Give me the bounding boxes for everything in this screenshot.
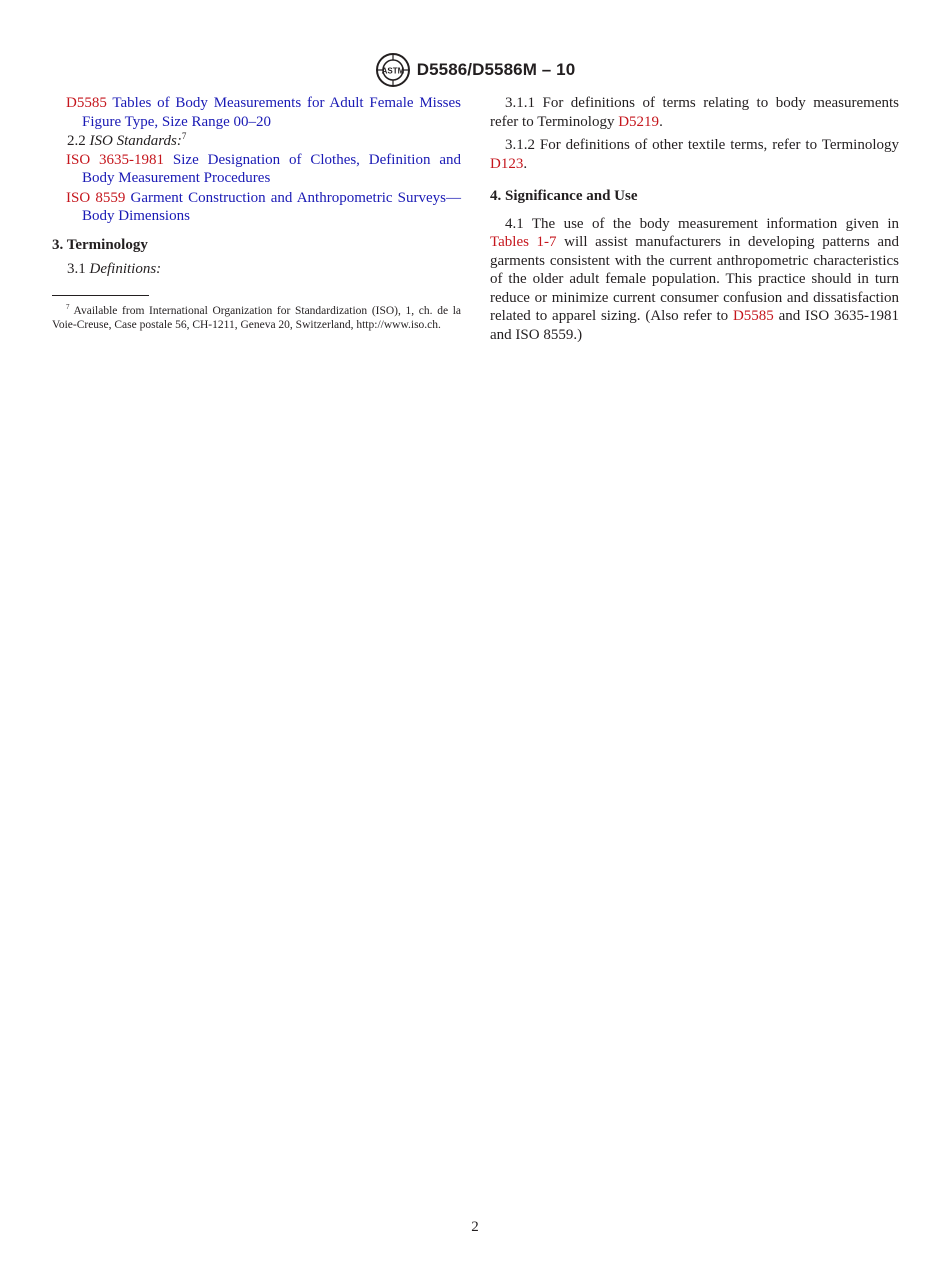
section-number: 2.2 xyxy=(67,133,86,149)
link-d5585[interactable]: D5585 xyxy=(732,308,774,324)
document-designation: D5586/D5586M – 10 xyxy=(416,60,576,79)
logo-lettering: ASTM xyxy=(381,66,405,76)
iso-standards-heading xyxy=(52,132,461,151)
paragraph-4-1 xyxy=(490,215,899,345)
section-number: 3.1 xyxy=(67,261,86,277)
reference-title[interactable]: Tables of Body Measurements for Adult Female Misses Figure Type, Size Range 00–20 xyxy=(82,95,461,130)
reference-title[interactable]: Garment Construction and Anthropometric Surveys—Body Dimensions xyxy=(82,189,462,224)
paragraph-text: and ISO 3635-1981 and ISO 8559.) xyxy=(490,308,899,343)
link-tables-1-7[interactable]: Tables 1-7 xyxy=(490,234,557,250)
page-header xyxy=(0,50,950,90)
footnote-divider xyxy=(52,295,149,296)
reference-iso-3635 xyxy=(52,151,461,188)
paragraph-text: will assist manufacturers in developing patterns and garments consistent with the current anthropometric characteristics of the older adult female population. This practice should in turn reduce or minimize current consumer confusion and dissatisfaction related to apparel sizing. (Also refer to xyxy=(490,234,899,324)
reference-title[interactable]: Size Designation of Clothes, Definition and Body Measurement Procedures xyxy=(82,151,461,186)
section-4-heading: 4. Significance and Use xyxy=(490,188,638,204)
section-label: ISO Standards: xyxy=(89,133,182,149)
reference-d5585 xyxy=(52,94,461,131)
paragraph-text: . xyxy=(659,113,663,130)
section-3-heading: 3. Terminology xyxy=(52,236,148,253)
reference-code[interactable]: ISO 3635-1981 xyxy=(66,151,165,168)
footnote-7 xyxy=(52,304,461,333)
page-number: 2 xyxy=(471,1219,479,1235)
astm-logo-icon xyxy=(375,52,411,88)
paragraph-3-1-1 xyxy=(490,94,899,131)
paragraph-text: 3.1.2 For definitions of other textile terms, refer to Terminology xyxy=(505,137,899,153)
footnote-text: Available from International Organization for Standardization (ISO), 1, ch. de la Voie-Creuse, Case postale 56, CH-1211, Geneva 20, Switzerland, http://www.iso.ch. xyxy=(52,304,461,331)
reference-iso-8559 xyxy=(52,189,461,226)
left-column xyxy=(52,94,461,333)
paragraph-text: 3.1.1 For definitions of terms relating to body measurements refer to Terminology xyxy=(490,95,899,130)
link-d123[interactable]: D123 xyxy=(490,155,524,172)
paragraph-text: . xyxy=(523,155,528,172)
definitions-subsection xyxy=(52,260,461,279)
reference-code[interactable]: D5585 xyxy=(66,95,107,111)
right-column xyxy=(490,94,899,344)
section-label: Definitions: xyxy=(89,261,162,277)
paragraph-text: 4.1 The use of the body measurement information given in xyxy=(505,215,899,232)
footnote-mark[interactable]: 7 xyxy=(181,131,187,141)
footnote-mark: 7 xyxy=(66,302,70,311)
paragraph-3-1-2 xyxy=(490,136,899,173)
reference-code[interactable]: ISO 8559 xyxy=(66,189,126,206)
link-d5219[interactable]: D5219 xyxy=(618,113,660,130)
